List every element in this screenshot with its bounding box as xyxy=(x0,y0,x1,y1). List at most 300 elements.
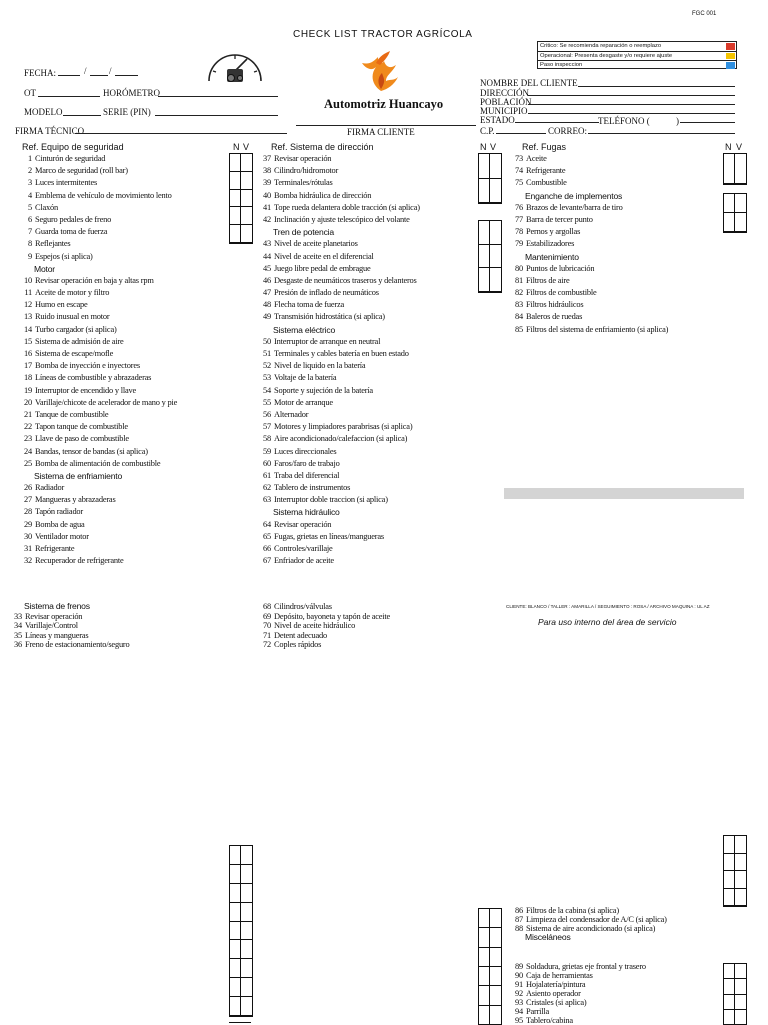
item-label: Sistema de escape/mofle xyxy=(35,349,114,358)
checklist-item xyxy=(253,251,420,263)
telefono-label: TELÉFONO ( xyxy=(598,116,650,126)
item-label: Bomba hidráulica de dirección xyxy=(274,190,372,200)
checklist-item xyxy=(253,275,420,287)
fecha-sep-2: / xyxy=(109,66,112,76)
item-label: Juego libre pedal de embrague xyxy=(274,263,371,273)
section-heading xyxy=(505,251,668,263)
checklist-item xyxy=(14,519,177,531)
checklist-item xyxy=(14,433,177,445)
checklist-item xyxy=(253,470,420,482)
col1-v: V xyxy=(243,142,250,152)
serie-label: SERIE (PIN) xyxy=(103,107,151,117)
item-number: 81 xyxy=(515,275,523,285)
checkbox-grid-col2-mid[interactable] xyxy=(478,220,502,293)
checklist-item xyxy=(505,299,668,311)
item-number: 33 xyxy=(14,611,22,621)
item-number: 32 xyxy=(24,556,32,566)
item-number: 29 xyxy=(24,519,32,529)
item-label: Voltaje de la batería xyxy=(274,373,337,383)
item-number: 88 xyxy=(515,924,523,933)
item-label: Hojalatería/pintura xyxy=(526,980,586,989)
col1-header: Ref. Equipo de seguridad xyxy=(22,142,124,152)
checklist-item xyxy=(14,409,177,421)
item-number: 51 xyxy=(263,349,271,358)
cp-line[interactable] xyxy=(496,133,546,134)
item-label: Tren de potencia xyxy=(273,227,334,238)
item-label: Interruptor de arranque en neutral xyxy=(274,336,381,346)
item-number: 37 xyxy=(263,154,271,163)
item-label: Misceláneos xyxy=(525,932,571,942)
checklist-item xyxy=(14,360,177,372)
municipio-line[interactable] xyxy=(528,113,735,114)
item-label: Sistema hidráulico xyxy=(273,507,340,518)
section-heading xyxy=(253,226,420,238)
item-label: Sistema eléctrico xyxy=(273,324,336,335)
col2b-items xyxy=(253,602,390,650)
item-number: 39 xyxy=(263,178,271,188)
modelo-line[interactable] xyxy=(63,115,101,116)
checklist-item xyxy=(14,275,177,287)
checklist-item xyxy=(505,153,668,165)
item-number: 40 xyxy=(263,190,271,200)
checklist-item xyxy=(505,971,646,980)
checklist-item xyxy=(14,397,177,409)
item-label: Inclinación y ajuste telescópico del volante xyxy=(274,214,410,224)
item-label: Soporte y sujeción de la batería xyxy=(274,385,373,395)
item-label: Bomba de inyección e inyectores xyxy=(35,361,140,371)
item-number: 19 xyxy=(24,385,32,395)
item-number: 80 xyxy=(515,263,523,273)
checklist-item xyxy=(14,190,177,202)
item-number: 8 xyxy=(28,239,32,249)
item-label: Parrilla xyxy=(526,1007,550,1016)
item-label: Caja de herramientas xyxy=(526,971,593,980)
item-label: Emblema de vehículo de movimiento lento xyxy=(35,190,172,200)
col1-n: N xyxy=(233,142,240,152)
item-label: Bandas, tensor de bandas (si aplica) xyxy=(35,446,148,456)
checklist-item xyxy=(253,640,390,650)
item-label: Tapón radiador xyxy=(35,507,84,517)
item-number: 57 xyxy=(263,422,271,432)
item-number: 64 xyxy=(263,519,271,529)
checklist-item xyxy=(14,555,177,567)
checklist-item xyxy=(253,299,420,311)
nombre-line[interactable] xyxy=(578,86,735,87)
item-label: Terminales/rótulas xyxy=(274,178,333,188)
item-label: Cilindros/válvulas xyxy=(274,602,332,611)
fecha-month-line[interactable] xyxy=(90,75,108,76)
section-heading xyxy=(14,263,177,275)
col1-items xyxy=(14,153,177,567)
page-title: CHECK LIST TRACTOR AGRÍCOLA xyxy=(293,29,473,40)
item-number: 15 xyxy=(24,336,32,346)
checklist-item xyxy=(14,458,177,470)
item-number: 14 xyxy=(24,324,32,334)
item-number: 63 xyxy=(263,495,271,505)
item-number: 92 xyxy=(515,989,523,998)
checklist-item xyxy=(253,348,420,360)
item-number: 52 xyxy=(263,361,271,371)
fecha-sep-1: / xyxy=(84,66,87,76)
item-label: Aceite xyxy=(526,154,547,163)
item-label: Faros/faro de trabajo xyxy=(274,458,340,468)
item-number: 10 xyxy=(24,275,32,285)
checklist-item xyxy=(4,631,130,641)
item-label: Turbo cargador (si aplica) xyxy=(35,324,117,334)
item-number: 31 xyxy=(24,544,32,553)
item-number: 95 xyxy=(515,1016,523,1025)
checklist-item xyxy=(505,165,668,177)
item-number: 38 xyxy=(263,166,271,176)
item-number: 11 xyxy=(24,288,32,298)
correo-line[interactable] xyxy=(588,133,735,134)
checklist-item xyxy=(253,602,390,612)
col3-header: Ref. Fugas xyxy=(522,142,567,152)
item-number: 61 xyxy=(263,470,271,480)
item-number: 18 xyxy=(24,373,32,383)
item-number: 22 xyxy=(24,422,32,432)
item-label: Brazos de levante/barra de tiro xyxy=(526,202,623,212)
item-label: Varillaje/chicote de acelerador de mano y pie xyxy=(35,397,178,407)
checklist-item xyxy=(253,409,420,421)
item-label: Recuperador de refrigerante xyxy=(35,556,124,566)
item-number: 93 xyxy=(515,998,523,1007)
checklist-item xyxy=(253,458,420,470)
item-number: 56 xyxy=(263,409,271,419)
poblacion-label: POBLACIÓN xyxy=(480,97,532,107)
item-number: 77 xyxy=(515,214,523,224)
checklist-item xyxy=(14,506,177,518)
tractor-gauge-icon xyxy=(206,49,264,85)
checklist-item xyxy=(253,238,420,250)
item-number: 27 xyxy=(24,495,32,505)
checklist-item xyxy=(505,214,668,226)
item-number: 82 xyxy=(515,288,523,298)
item-label: Barra de tercer punto xyxy=(526,214,593,224)
item-number: 89 xyxy=(515,962,523,971)
item-label: Aire acondicionado/calefaccion (si aplica) xyxy=(274,434,408,444)
item-number: 45 xyxy=(263,263,271,273)
item-label: Pernos y argollas xyxy=(526,227,581,237)
item-label: Marco de seguridad (roll bar) xyxy=(35,166,128,176)
checklist-item xyxy=(505,989,646,998)
item-label: Motores y limpiadores parabrisas (si aplica) xyxy=(274,422,413,432)
col3-n: N xyxy=(725,142,732,152)
item-label: Reflejantes xyxy=(35,239,71,249)
item-number: 55 xyxy=(263,397,271,407)
item-number: 50 xyxy=(263,336,271,346)
checklist-item xyxy=(253,202,420,214)
item-label: Soldadura, grietas eje frontal y trasero xyxy=(526,962,646,971)
item-label: Ventilador motor xyxy=(35,531,89,541)
checklist-item xyxy=(14,251,177,263)
checklist-item xyxy=(505,324,668,336)
checklist-item xyxy=(253,214,420,226)
checklist-item xyxy=(14,177,177,189)
col3c-items xyxy=(505,962,646,1025)
item-number: 49 xyxy=(263,312,271,322)
item-number: 30 xyxy=(24,531,32,541)
checklist-item xyxy=(253,555,420,567)
item-number: 43 xyxy=(263,239,271,249)
item-label: Espejos (si aplica) xyxy=(35,251,93,261)
checklist-item xyxy=(505,263,668,275)
fecha-day-line[interactable] xyxy=(58,75,80,76)
col3b-items xyxy=(505,906,667,942)
item-number: 83 xyxy=(515,300,523,310)
col3-v: V xyxy=(736,142,743,152)
checklist-item xyxy=(14,299,177,311)
checklist-item xyxy=(14,385,177,397)
item-number: 47 xyxy=(263,288,271,298)
copies-note: CLIENTE: BLANCO / TALLER : AMARILLA / SEGUIMIENTO : ROSA / ARCHIVO MAQUINA : UL AZ xyxy=(506,604,710,609)
item-label: Humo en escape xyxy=(35,300,88,310)
item-label: Claxón xyxy=(35,202,58,212)
item-number: 25 xyxy=(24,458,32,468)
item-number: 46 xyxy=(263,275,271,285)
item-label: Tapon tanque de combustible xyxy=(35,422,128,432)
checklist-item xyxy=(253,190,420,202)
item-number: 5 xyxy=(28,202,32,212)
item-label: Filtros de aire xyxy=(526,275,570,285)
item-label: Cilindro/hidromotor xyxy=(274,166,339,176)
item-label: Seguro pedales de freno xyxy=(35,214,112,224)
checklist-item xyxy=(505,906,667,915)
col2-n: N xyxy=(480,142,487,152)
item-number: 68 xyxy=(263,602,271,611)
item-label: Interruptor de encendido y llave xyxy=(35,385,137,395)
item-number: 59 xyxy=(263,446,271,456)
item-label: Terminales y cables batería en buen estado xyxy=(274,349,409,358)
section-heading xyxy=(253,324,420,336)
checklist-item xyxy=(14,311,177,323)
item-label: Flecha toma de fuerza xyxy=(274,300,344,310)
item-number: 1 xyxy=(28,154,32,163)
item-label: Sistema de admisión de aire xyxy=(35,336,124,346)
divider xyxy=(229,1022,251,1023)
item-label: Asiento operador xyxy=(526,989,581,998)
item-label: Motor xyxy=(34,263,55,274)
item-number: 6 xyxy=(28,214,32,224)
item-number: 20 xyxy=(24,397,32,407)
item-label: Estabilizadores xyxy=(526,239,575,249)
item-number: 90 xyxy=(515,971,523,980)
item-number: 53 xyxy=(263,373,271,383)
internal-use-note: Para uso interno del área de servicio xyxy=(538,617,677,627)
checklist-item xyxy=(14,153,177,165)
legend-operational: Operacional: Presenta desgaste y/o requiere ajuste xyxy=(538,52,736,62)
checklist-item xyxy=(505,311,668,323)
item-label: Freno de estacionamiento/seguro xyxy=(25,640,130,649)
ot-line[interactable] xyxy=(38,96,100,97)
item-label: Alternador xyxy=(274,409,309,419)
item-number: 87 xyxy=(515,915,523,924)
item-label: Nivel de aceite en el diferencial xyxy=(274,251,374,261)
checklist-item xyxy=(505,275,668,287)
item-number: 7 xyxy=(28,227,32,237)
item-label: Guarda toma de fuerza xyxy=(35,227,108,237)
item-label: Tablero/cabina xyxy=(526,1016,573,1025)
checklist-item xyxy=(253,531,420,543)
ot-label: OT xyxy=(24,88,36,98)
section-heading xyxy=(505,190,668,202)
firma-cliente-label: FIRMA CLIENTE xyxy=(347,127,415,137)
form-code: FGC 001 xyxy=(692,11,717,17)
item-number: 74 xyxy=(515,166,523,176)
checklist-item xyxy=(253,543,420,555)
checklist-item xyxy=(4,612,130,622)
checklist-item xyxy=(505,287,668,299)
checkbox-grid-col3-upper[interactable] xyxy=(723,835,747,907)
checklist-item xyxy=(14,165,177,177)
item-number: 78 xyxy=(515,227,523,237)
item-label: Revisar operación xyxy=(274,519,332,529)
item-label: Filtros de combustible xyxy=(526,288,597,298)
correo-label: CORREO: xyxy=(548,126,588,136)
checklist-item xyxy=(14,238,177,250)
section-heading xyxy=(4,602,130,612)
checkbox-grid-col2-bottom[interactable] xyxy=(478,908,502,1025)
item-label: Líneas de combustible y abrazaderas xyxy=(35,373,152,383)
item-number: 44 xyxy=(263,251,271,261)
item-label: Luces intermitentes xyxy=(35,178,98,188)
item-number: 12 xyxy=(24,300,32,310)
item-number: 3 xyxy=(28,178,32,188)
item-number: 94 xyxy=(515,1007,523,1016)
checklist-item xyxy=(505,980,646,989)
company-name: Automotriz Huancayo xyxy=(324,97,444,111)
nombre-label: NOMBRE DEL CLIENTE xyxy=(480,78,578,88)
item-label: Traba del diferencial xyxy=(274,470,340,480)
item-number: 48 xyxy=(263,300,271,310)
checklist-item xyxy=(4,640,130,650)
estado-line[interactable] xyxy=(515,122,599,123)
checkbox-grid-col3-mid[interactable] xyxy=(723,193,747,233)
checklist-item xyxy=(253,385,420,397)
item-label: Tope rueda delantera doble tracción (si aplica) xyxy=(274,202,420,212)
checklist-item xyxy=(14,482,177,494)
item-label: Nivel de liquido en la batería xyxy=(274,361,366,371)
item-number: 34 xyxy=(14,621,22,630)
fecha-label: FECHA: xyxy=(24,68,57,78)
item-label: Llave de paso de combustible xyxy=(35,434,129,444)
checklist-item xyxy=(14,421,177,433)
item-label: Sistema de enfriamiento xyxy=(34,470,123,481)
item-number: 72 xyxy=(263,640,271,649)
checklist-item xyxy=(253,446,420,458)
item-label: Motor de arranque xyxy=(274,397,333,407)
item-number: 70 xyxy=(263,621,271,630)
checkbox-grid-col3-top[interactable] xyxy=(723,153,747,185)
checklist-item xyxy=(253,165,420,177)
item-number: 17 xyxy=(24,361,32,371)
poblacion-line[interactable] xyxy=(528,104,735,105)
checklist-item xyxy=(14,214,177,226)
item-label: Refrigerante xyxy=(526,166,566,176)
checkbox-grid-col1-top[interactable] xyxy=(229,153,253,244)
item-number: 35 xyxy=(14,630,22,640)
legend-pass: Paso inspeccion xyxy=(538,61,736,70)
item-number: 75 xyxy=(515,178,523,188)
status-legend xyxy=(537,41,737,69)
item-number: 58 xyxy=(263,434,271,444)
item-label: Tanque de combustible xyxy=(35,409,109,419)
telefono-line[interactable] xyxy=(680,122,735,123)
item-label: Filtros de la cabina (si aplica) xyxy=(526,906,619,915)
checklist-item xyxy=(14,348,177,360)
item-number: 41 xyxy=(263,202,271,212)
section-heading xyxy=(505,933,667,942)
item-number: 2 xyxy=(28,166,32,176)
firma-tecnico-line[interactable] xyxy=(75,133,287,134)
checklist-item xyxy=(14,324,177,336)
item-label: Mangueras y abrazaderas xyxy=(35,495,116,505)
fecha-year-line[interactable] xyxy=(115,75,138,76)
item-label: Presión de inflado de neumáticos xyxy=(274,288,379,298)
item-label: Enganche de implementos xyxy=(525,190,623,201)
item-label: Bomba de agua xyxy=(35,519,85,529)
direccion-label: DIRECCIÓN xyxy=(480,88,529,98)
checklist-item xyxy=(253,263,420,275)
legend-critical: Critico: Se recomienda reparación o reemplazo xyxy=(538,42,736,52)
horometro-line[interactable] xyxy=(158,96,278,97)
item-number: 28 xyxy=(24,507,32,517)
checklist-item xyxy=(14,446,177,458)
checklist-item xyxy=(253,336,420,348)
serie-line[interactable] xyxy=(155,115,278,116)
item-number: 62 xyxy=(263,483,271,493)
item-label: Sistema de aire acondicionado (si aplica) xyxy=(526,924,656,933)
item-label: Depósito, bayoneta y tapón de aceite xyxy=(274,611,391,621)
item-label: Sistema de frenos xyxy=(24,601,90,611)
checklist-item xyxy=(505,962,646,971)
checklist-item xyxy=(253,621,390,631)
item-label: Controles/varillaje xyxy=(274,544,333,553)
item-label: Radiador xyxy=(35,483,65,493)
checklist-item xyxy=(505,226,668,238)
item-label: Luces direccionales xyxy=(274,446,337,456)
item-label: Aceite de motor y filtro xyxy=(35,288,110,298)
item-label: Tablero de instrumentos xyxy=(274,483,351,493)
checkbox-grid-col1-bottom[interactable] xyxy=(229,845,253,1017)
item-number: 66 xyxy=(263,544,271,553)
checklist-item xyxy=(14,494,177,506)
item-label: Puntos de lubricación xyxy=(526,263,595,273)
municipio-label: MUNICIPIO xyxy=(480,106,528,116)
item-number: 65 xyxy=(263,531,271,541)
item-label: Combustible xyxy=(526,178,567,188)
item-label: Cristales (si aplica) xyxy=(526,998,587,1007)
checklist-item xyxy=(253,153,420,165)
checklist-item xyxy=(14,372,177,384)
checklist-item xyxy=(14,543,177,555)
item-label: Coples rápidos xyxy=(274,640,322,649)
item-number: 84 xyxy=(515,312,523,322)
item-number: 42 xyxy=(263,214,271,224)
item-label: Interruptor doble traccion (si aplica) xyxy=(274,495,388,505)
col3-items xyxy=(505,153,668,336)
checkbox-grid-col3-lower[interactable] xyxy=(723,963,747,1025)
item-label: Bomba de alimentación de combustible xyxy=(35,458,161,468)
direccion-line[interactable] xyxy=(528,95,735,96)
checklist-item xyxy=(505,998,646,1007)
checkbox-grid-col2-top[interactable] xyxy=(478,153,502,204)
item-label: Filtros del sistema de enfriamiento (si aplica) xyxy=(526,324,669,334)
item-label: Nivel de aceite planetarios xyxy=(274,239,358,249)
section-heading xyxy=(14,470,177,482)
item-number: 86 xyxy=(515,906,523,915)
firma-tecnico-label: FIRMA TÉCNICO xyxy=(15,126,85,136)
